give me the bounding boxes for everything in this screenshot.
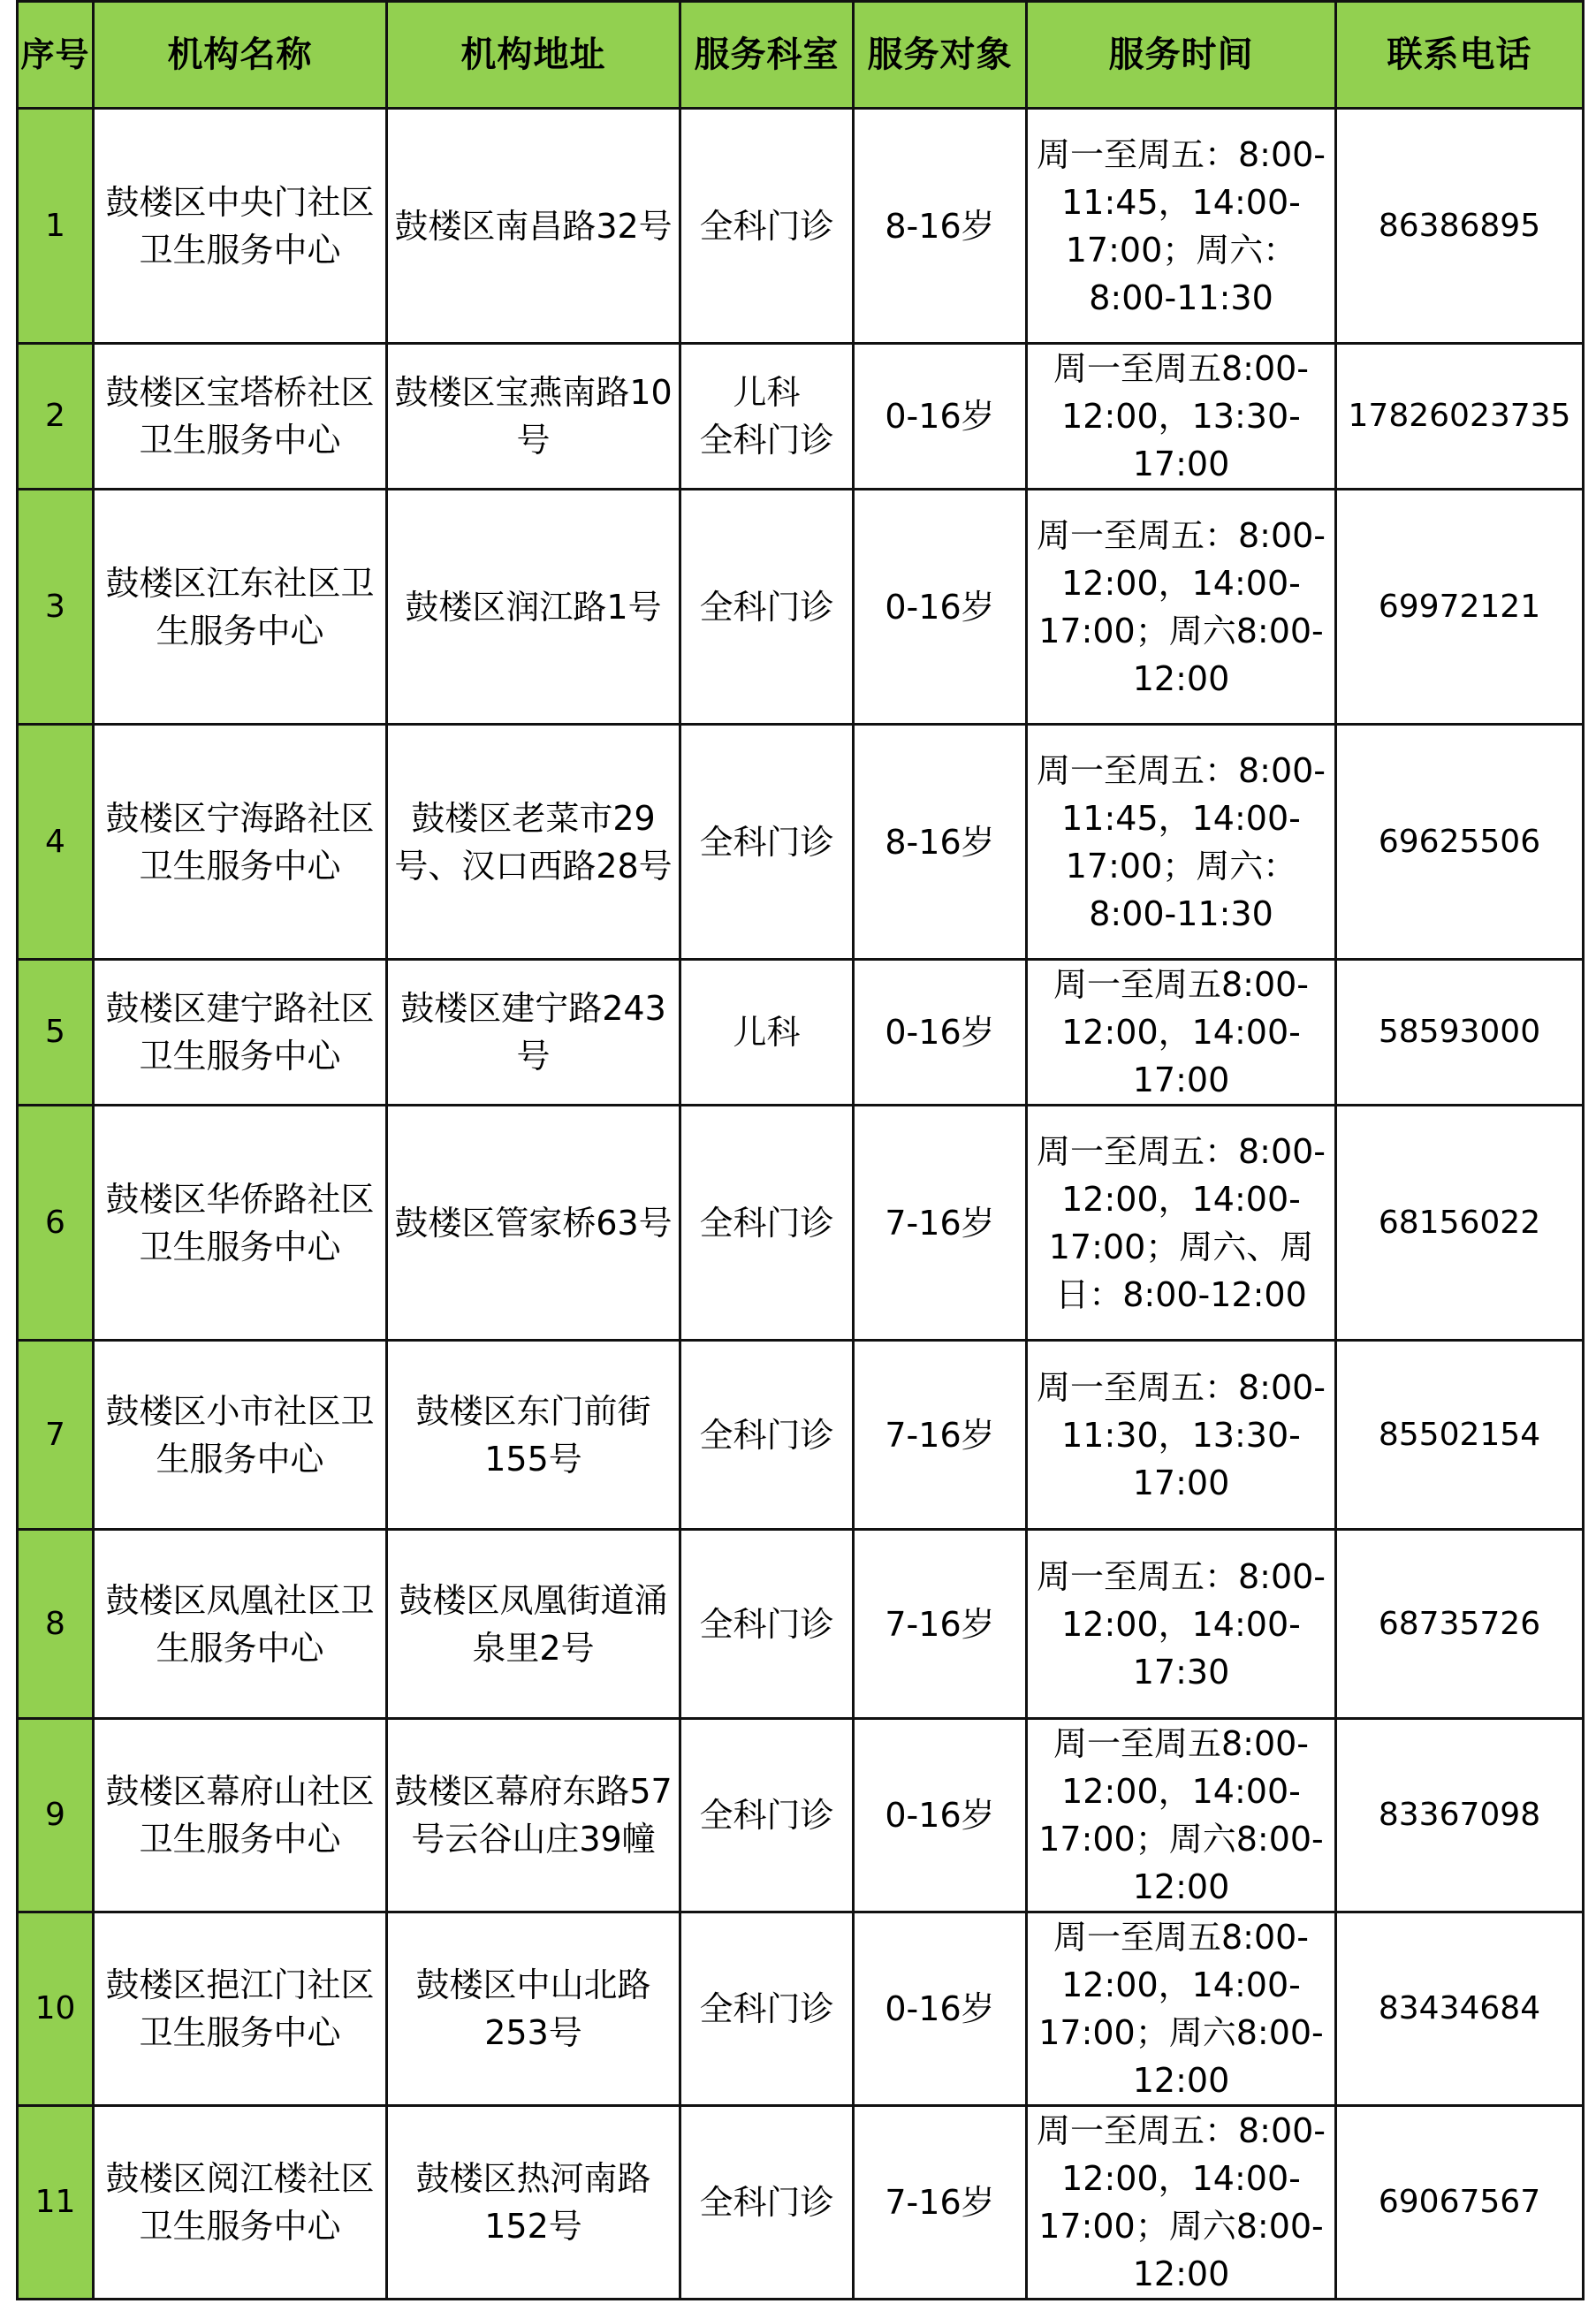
row-address: 鼓楼区热河南路152号 [387,2106,680,2300]
row-target: 0-16岁 [854,490,1027,725]
row-hours: 周一至周五：8:00-12:00，14:00-17:00；周六、周日：8:00-12:00 [1027,1106,1336,1341]
row-hours: 周一至周五：8:00-11:30，13:30-17:00 [1027,1341,1336,1530]
row-target: 7-16岁 [854,1530,1027,1719]
row-department: 全科门诊 [680,725,854,960]
row-address: 鼓楼区中山北路253号 [387,1912,680,2106]
row-phone: 69625506 [1336,725,1584,960]
row-hours: 周一至周五：8:00-12:00，14:00-17:00；周六8:00-12:00 [1027,2106,1336,2300]
row-phone: 69972121 [1336,490,1584,725]
table-row [18,1530,1584,1719]
header-department: 服务科室 [680,2,854,109]
row-department [680,344,854,490]
row-department: 儿科 [680,960,854,1106]
row-hours: 周一至周五：8:00-12:00，14:00-17:30 [1027,1530,1336,1719]
row-target: 8-16岁 [854,725,1027,960]
header-seq: 序号 [18,2,94,109]
row-seq: 8 [18,1530,94,1719]
row-name: 鼓楼区江东社区卫生服务中心 [94,490,387,725]
table-row [18,1106,1584,1341]
row-address: 鼓楼区建宁路243号 [387,960,680,1106]
row-seq: 9 [18,1719,94,1912]
row-name: 鼓楼区阅江楼社区卫生服务中心 [94,2106,387,2300]
row-department: 全科门诊 [680,1106,854,1341]
table-row [18,1341,1584,1530]
row-seq: 1 [18,109,94,344]
row-hours: 周一至周五：8:00-12:00，14:00-17:00；周六8:00-12:00 [1027,490,1336,725]
table-row [18,960,1584,1106]
row-hours: 周一至周五：8:00-11:45，14:00-17:00；周六：8:00-11:30 [1027,725,1336,960]
row-department: 全科门诊 [680,109,854,344]
row-department: 全科门诊 [680,1341,854,1530]
row-phone: 69067567 [1336,2106,1584,2300]
table-row [18,725,1584,960]
header-name: 机构名称 [94,2,387,109]
row-seq: 3 [18,490,94,725]
table-row [18,490,1584,725]
row-phone: 17826023735 [1336,344,1584,490]
row-seq: 4 [18,725,94,960]
row-seq: 7 [18,1341,94,1530]
table-row [18,2106,1584,2300]
row-phone: 83434684 [1336,1912,1584,2106]
table-row [18,109,1584,344]
table-row [18,344,1584,490]
row-name: 鼓楼区建宁路社区卫生服务中心 [94,960,387,1106]
header-address: 机构地址 [387,2,680,109]
table-header-row [18,2,1584,109]
row-hours: 周一至周五8:00-12:00，14:00-17:00；周六8:00-12:00 [1027,1719,1336,1912]
row-address: 鼓楼区南昌路32号 [387,109,680,344]
header-target: 服务对象 [854,2,1027,109]
row-phone: 58593000 [1336,960,1584,1106]
row-name: 鼓楼区挹江门社区卫生服务中心 [94,1912,387,2106]
row-hours: 周一至周五8:00-12:00，14:00-17:00；周六8:00-12:00 [1027,1912,1336,2106]
row-address: 鼓楼区宝燕南路10号 [387,344,680,490]
row-seq: 11 [18,2106,94,2300]
header-phone: 联系电话 [1336,2,1584,109]
row-address: 鼓楼区凤凰街道涌泉里2号 [387,1530,680,1719]
row-target: 0-16岁 [854,960,1027,1106]
row-phone: 68156022 [1336,1106,1584,1341]
table-row [18,1912,1584,2106]
row-hours: 周一至周五：8:00-11:45，14:00-17:00；周六：8:00-11:30 [1027,109,1336,344]
row-target: 7-16岁 [854,1106,1027,1341]
clinic-table-container [16,0,1585,2300]
row-department: 全科门诊 [680,2106,854,2300]
row-name: 鼓楼区中央门社区卫生服务中心 [94,109,387,344]
row-seq: 2 [18,344,94,490]
row-target: 0-16岁 [854,1719,1027,1912]
row-target: 7-16岁 [854,2106,1027,2300]
row-department: 全科门诊 [680,490,854,725]
row-name: 鼓楼区华侨路社区卫生服务中心 [94,1106,387,1341]
row-phone: 68735726 [1336,1530,1584,1719]
row-department-line: 全科门诊 [699,421,834,460]
row-target: 7-16岁 [854,1341,1027,1530]
header-hours: 服务时间 [1027,2,1336,109]
row-target: 8-16岁 [854,109,1027,344]
row-name: 鼓楼区凤凰社区卫生服务中心 [94,1530,387,1719]
row-phone: 85502154 [1336,1341,1584,1530]
row-address: 鼓楼区润江路1号 [387,490,680,725]
row-seq: 5 [18,960,94,1106]
row-name: 鼓楼区幕府山社区卫生服务中心 [94,1719,387,1912]
row-name: 鼓楼区宁海路社区卫生服务中心 [94,725,387,960]
row-name: 鼓楼区宝塔桥社区卫生服务中心 [94,344,387,490]
row-hours: 周一至周五8:00-12:00，14:00-17:00 [1027,960,1336,1106]
row-department: 全科门诊 [680,1912,854,2106]
row-address: 鼓楼区幕府东路57号云谷山庄39幢 [387,1719,680,1912]
row-address: 鼓楼区老菜市29号、汉口西路28号 [387,725,680,960]
row-seq: 6 [18,1106,94,1341]
row-phone: 86386895 [1336,109,1584,344]
row-target: 0-16岁 [854,1912,1027,2106]
clinic-service-table [16,0,1585,2300]
row-department: 全科门诊 [680,1719,854,1912]
row-department: 全科门诊 [680,1530,854,1719]
table-row [18,1719,1584,1912]
row-address: 鼓楼区东门前街155号 [387,1341,680,1530]
row-department-line: 儿科 [733,373,801,412]
row-address: 鼓楼区管家桥63号 [387,1106,680,1341]
row-target: 0-16岁 [854,344,1027,490]
row-name: 鼓楼区小市社区卫生服务中心 [94,1341,387,1530]
row-hours: 周一至周五8:00-12:00，13:30-17:00 [1027,344,1336,490]
row-phone: 83367098 [1336,1719,1584,1912]
row-seq: 10 [18,1912,94,2106]
